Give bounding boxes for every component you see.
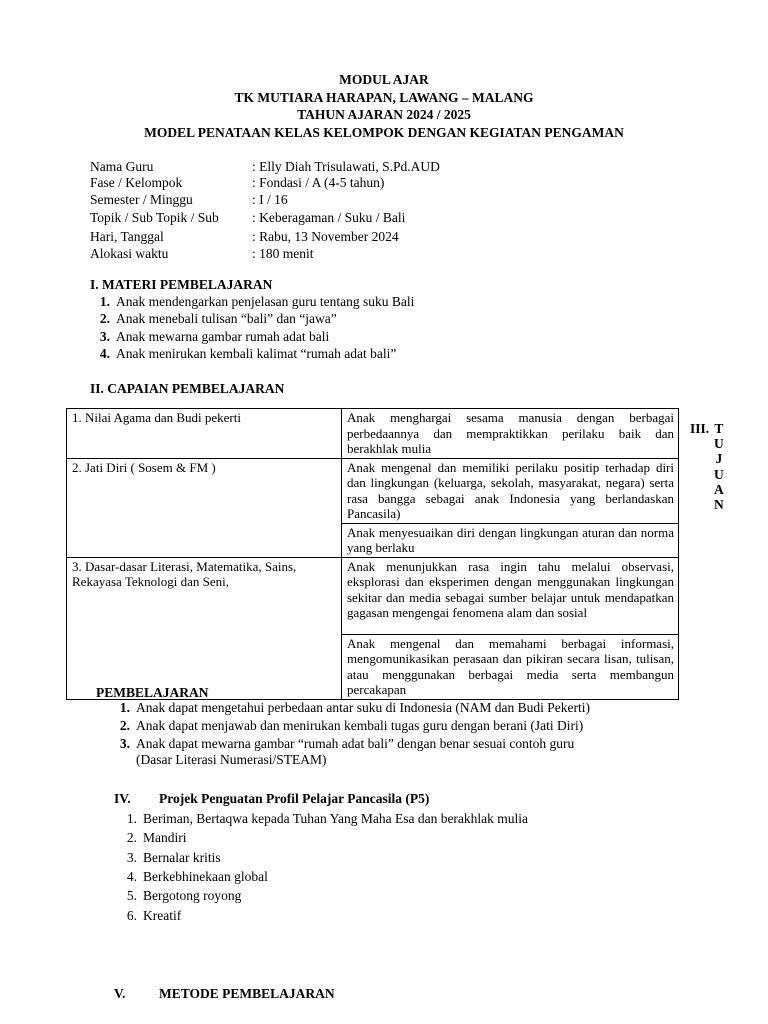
item-number: 6. [126, 908, 137, 923]
identity-value: : Elly Diah Trisulawati, S.Pd.AUD [252, 159, 440, 174]
vertical-letter: T [714, 421, 724, 436]
item-number: 5. [126, 888, 137, 903]
list-item [117, 830, 187, 846]
table-cell: Anak menunjukkan rasa ingin tahu melalui observasi, eksplorasi dan eksperimen dengan menggunakan lingkungan sekitar dan media sebagai sumber belajar untuk mendapatkan gagasan mengengai fenomena alam dan sosial [342, 557, 679, 634]
item-number: 1. [119, 700, 130, 715]
item-text: Mandiri [143, 830, 187, 845]
table-row [67, 409, 679, 459]
tujuan-heading-cont: PEMBELAJARAN [96, 685, 209, 700]
academic-year: TAHUN AJARAN 2024 / 2025 [297, 107, 471, 122]
item-number: 3. [119, 736, 130, 751]
item-text: Anak dapat menjawab dan menirukan kembali tugas guru dengan berani (Jati Diri) [136, 718, 584, 733]
item-number: 2. [126, 830, 137, 845]
vertical-letter: U [714, 466, 724, 482]
table-cell: Anak menghargai sesama manusia dengan berbagai perbedaannya dan mempraktikkan perilaku baik dan berakhlak mulia [342, 409, 679, 459]
identity-value: : Fondasi / A (4-5 tahun) [252, 175, 385, 190]
list-item [110, 752, 326, 768]
list-item [117, 811, 528, 827]
metode-heading: METODE PEMBELAJARAN [159, 986, 335, 1001]
item-text: Anak dapat mengetahui perbedaan antar suku di Indonesia (NAM dan Budi Pekerti) [136, 700, 590, 715]
item-text: Anak menebali tulisan “bali” dan “jawa” [116, 311, 337, 326]
item-text: Anak mewarna gambar rumah adat bali [116, 329, 330, 344]
identity-label: Nama Guru [90, 159, 154, 174]
table-cell: Anak mengenal dan memiliki perilaku positip terhadap diri dan lingkungan (keluarga, sekolah, masyarakat, negara) serta rasa bangga sebagai anak Indonesia yang berlandaskan Pancasila) [342, 458, 679, 523]
table-row [67, 458, 679, 523]
item-text: (Dasar Literasi Numerasi/STEAM) [136, 752, 327, 767]
table-cell: 2. Jati Diri ( Sosem & FM ) [67, 458, 342, 557]
identity-label: Topik / Sub Topik / Sub [90, 210, 219, 225]
item-number: 4. [99, 346, 110, 361]
item-text: Bernalar kritis [143, 850, 221, 865]
item-text: Anak dapat mewarna gambar “rumah adat bali” dengan benar sesuai contoh guru [136, 736, 575, 751]
list-item [110, 736, 574, 752]
item-number: 2. [99, 311, 110, 326]
identity-label: Semester / Minggu [90, 192, 193, 207]
list-item [110, 718, 583, 734]
list-item [117, 908, 181, 924]
item-number: 2. [119, 718, 130, 733]
list-item [110, 700, 590, 716]
item-text: Beriman, Bertaqwa kepada Tuhan Yang Maha Esa dan berakhlak mulia [143, 811, 529, 826]
identity-value: : Keberagaman / Suku / Bali [252, 210, 406, 225]
metode-roman: V. [114, 986, 126, 1001]
list-item [90, 329, 329, 345]
table-row [67, 557, 679, 634]
table-cell: 1. Nilai Agama dan Budi pekerti [67, 409, 342, 459]
list-item [90, 346, 396, 362]
capaian-heading: II. CAPAIAN PEMBELAJARAN [90, 381, 285, 396]
tujuan-roman: III. [690, 421, 710, 436]
capaian-table [66, 408, 679, 700]
item-text: Bergotong royong [143, 888, 242, 903]
item-text: Anak mendengarkan penjelasan guru tentang suku Bali [116, 294, 415, 309]
identity-label: Alokasi waktu [90, 246, 169, 261]
item-number: 3. [126, 850, 137, 865]
doc-title: MODUL AJAR [339, 72, 429, 87]
list-item [90, 294, 414, 310]
p5-roman: IV. [114, 791, 131, 806]
table-cell: 3. Dasar-dasar Literasi, Matematika, Sains, Rekayasa Teknologi dan Seni, [67, 557, 342, 699]
identity-value: : Rabu, 13 November 2024 [252, 229, 399, 244]
table-cell: Anak mengenal dan memahami berbagai informasi, mengomunikasikan perasaan dan pikiran secara lisan, tulisan, atau menggunakan berbagai media serta membangun percakapan [342, 634, 679, 699]
model-title: MODEL PENATAAN KELAS KELOMPOK DENGAN KEGIATAN PENGAMAN [144, 125, 624, 140]
tujuan-vertical-heading [714, 421, 724, 512]
p5-heading: Projek Penguatan Profil Pelajar Pancasila (P5) [159, 791, 430, 806]
table-cell: Anak menyesuaikan diri dengan lingkungan aturan dan norma yang berlaku [342, 523, 679, 557]
school-name: TK MUTIARA HARAPAN, LAWANG – MALANG [234, 90, 534, 105]
vertical-letter: U [714, 436, 724, 452]
vertical-letter: A [714, 481, 724, 497]
item-number: 4. [126, 869, 137, 884]
identity-value: : I / 16 [252, 192, 288, 207]
item-text: Berkebhinekaan global [143, 869, 268, 884]
item-number: 1. [126, 811, 137, 826]
item-number: 3. [99, 329, 110, 344]
vertical-letter: J [715, 451, 723, 467]
vertical-letter: N [714, 497, 724, 513]
list-item [117, 888, 241, 904]
materi-heading: I. MATERI PEMBELAJARAN [90, 277, 273, 292]
list-item [117, 850, 221, 866]
identity-value: : 180 menit [252, 246, 314, 261]
item-text: Anak menirukan kembali kalimat “rumah adat bali” [116, 346, 397, 361]
item-text: Kreatif [143, 908, 182, 923]
list-item [117, 869, 268, 885]
list-item [90, 311, 337, 327]
item-number: 1. [99, 294, 110, 309]
identity-label: Fase / Kelompok [90, 175, 183, 190]
identity-label: Hari, Tanggal [90, 229, 164, 244]
